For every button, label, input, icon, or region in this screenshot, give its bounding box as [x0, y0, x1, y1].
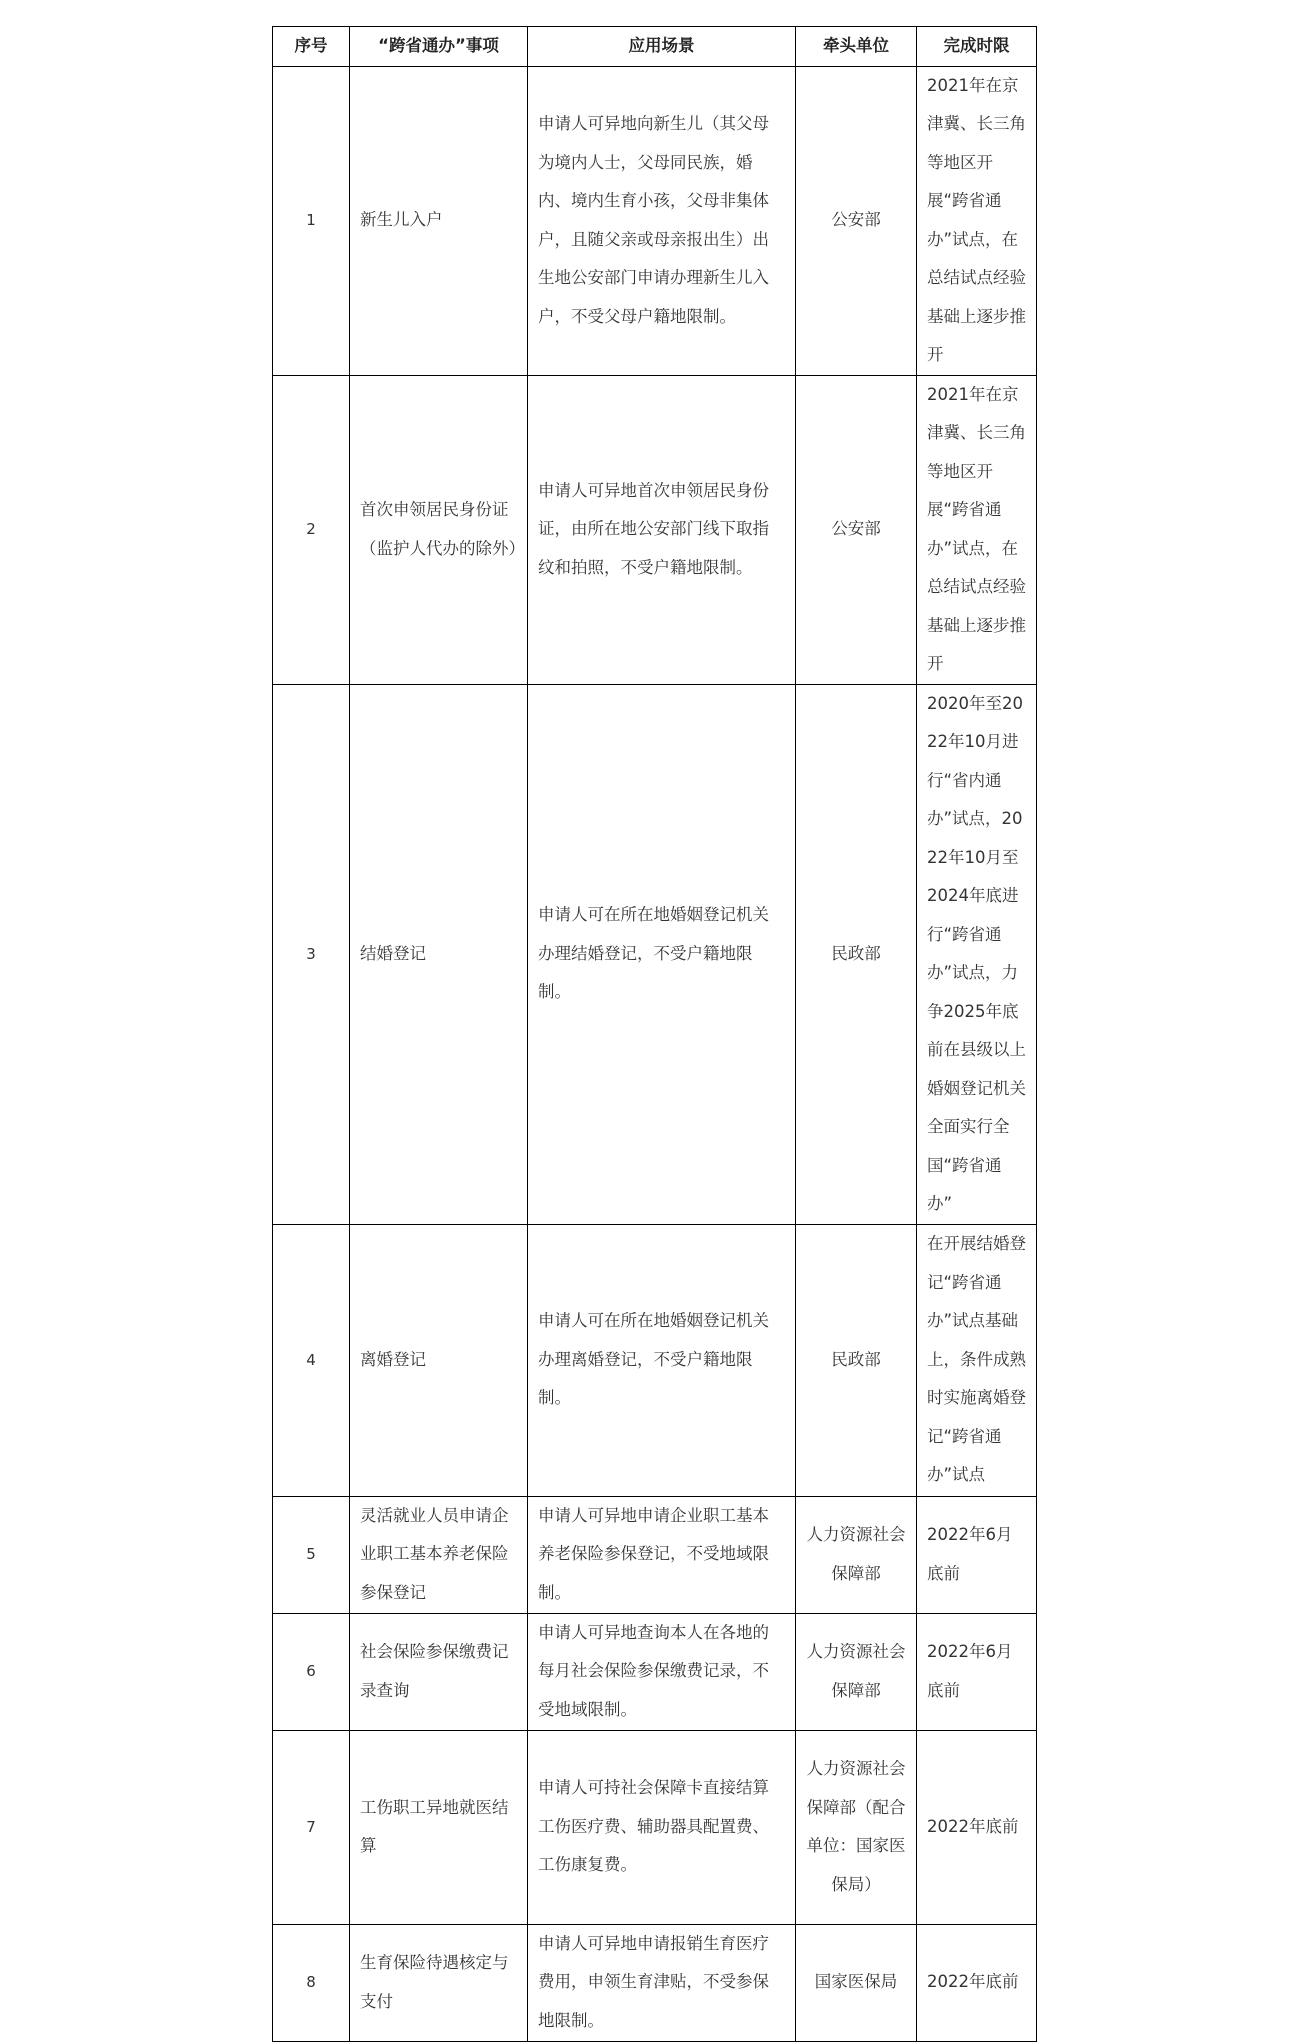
- table-row: [273, 684, 1037, 1224]
- header-serial-number: 序号: [273, 27, 350, 67]
- table-row: [273, 1496, 1037, 1613]
- cell-matter: 灵活就业人员申请企业职工基本养老保险参保登记: [350, 1496, 528, 1613]
- cell-scenario: 申请人可异地查询本人在各地的每月社会保险参保缴费记录，不受地域限制。: [528, 1613, 796, 1730]
- cell-deadline: 2022年6月底前: [917, 1496, 1037, 1613]
- cell-deadline: 2021年在京津冀、长三角等地区开展“跨省通办”试点，在总结试点经验基础上逐步推开: [917, 66, 1037, 375]
- cell-deadline: 2021年在京津冀、长三角等地区开展“跨省通办”试点，在总结试点经验基础上逐步推开: [917, 375, 1037, 684]
- table-header-row: [273, 27, 1037, 67]
- cell-deadline: 2022年底前: [917, 1924, 1037, 2041]
- cell-scenario: 申请人可在所在地婚姻登记机关办理结婚登记，不受户籍地限制。: [528, 684, 796, 1224]
- cell-lead-unit: 人力资源社会保障部（配合单位：国家医保局）: [796, 1730, 917, 1924]
- cell-deadline: 在开展结婚登记“跨省通办”试点基础上，条件成熟时实施离婚登记“跨省通办”试点: [917, 1224, 1037, 1496]
- cell-serial-number: 6: [273, 1613, 350, 1730]
- cell-deadline: 2022年6月底前: [917, 1613, 1037, 1730]
- cell-serial-number: 1: [273, 66, 350, 375]
- cell-scenario: 申请人可异地申请企业职工基本养老保险参保登记，不受地域限制。: [528, 1496, 796, 1613]
- cell-matter: 生育保险待遇核定与支付: [350, 1924, 528, 2041]
- cell-deadline: 2020年至2022年10月进行“省内通办”试点，2022年10月至2024年底进行“跨省通办”试点，力争2025年底前在县级以上婚姻登记机关全面实行全国“跨省通办”: [917, 684, 1037, 1224]
- table-row: [273, 1224, 1037, 1496]
- cell-scenario: 申请人可异地申请报销生育医疗费用，申领生育津贴，不受参保地限制。: [528, 1924, 796, 2041]
- cell-serial-number: 7: [273, 1730, 350, 1924]
- cross-province-matters-table: [272, 26, 1037, 2042]
- cell-scenario: 申请人可异地首次申领居民身份证，由所在地公安部门线下取指纹和拍照，不受户籍地限制。: [528, 375, 796, 684]
- cell-lead-unit: 人力资源社会保障部: [796, 1496, 917, 1613]
- cell-matter: 工伤职工异地就医结算: [350, 1730, 528, 1924]
- cell-serial-number: 4: [273, 1224, 350, 1496]
- cell-serial-number: 5: [273, 1496, 350, 1613]
- cell-matter: 离婚登记: [350, 1224, 528, 1496]
- table-row: [273, 1730, 1037, 1924]
- cell-lead-unit: 公安部: [796, 375, 917, 684]
- cell-scenario: 申请人可持社会保障卡直接结算工伤医疗费、辅助器具配置费、工伤康复费。: [528, 1730, 796, 1924]
- cell-matter: 结婚登记: [350, 684, 528, 1224]
- cell-deadline: 2022年底前: [917, 1730, 1037, 1924]
- cell-matter: 社会保险参保缴费记录查询: [350, 1613, 528, 1730]
- cell-serial-number: 8: [273, 1924, 350, 2041]
- table-row: [273, 1924, 1037, 2041]
- header-lead-unit: 牵头单位: [796, 27, 917, 67]
- cell-lead-unit: 人力资源社会保障部: [796, 1613, 917, 1730]
- header-deadline: 完成时限: [917, 27, 1037, 67]
- header-matter: “跨省通办”事项: [350, 27, 528, 67]
- cell-serial-number: 2: [273, 375, 350, 684]
- cell-lead-unit: 民政部: [796, 684, 917, 1224]
- cell-scenario: 申请人可在所在地婚姻登记机关办理离婚登记，不受户籍地限制。: [528, 1224, 796, 1496]
- table-row: [273, 1613, 1037, 1730]
- cell-serial-number: 3: [273, 684, 350, 1224]
- cell-lead-unit: 国家医保局: [796, 1924, 917, 2041]
- cell-matter: 首次申领居民身份证（监护人代办的除外）: [350, 375, 528, 684]
- cell-lead-unit: 公安部: [796, 66, 917, 375]
- table-row: [273, 66, 1037, 375]
- header-scenario: 应用场景: [528, 27, 796, 67]
- cell-lead-unit: 民政部: [796, 1224, 917, 1496]
- cell-scenario: 申请人可异地向新生儿（其父母为境内人士，父母同民族，婚内、境内生育小孩，父母非集体户，且随父亲或母亲报出生）出生地公安部门申请办理新生儿入户，不受父母户籍地限制。: [528, 66, 796, 375]
- cell-matter: 新生儿入户: [350, 66, 528, 375]
- table-row: [273, 375, 1037, 684]
